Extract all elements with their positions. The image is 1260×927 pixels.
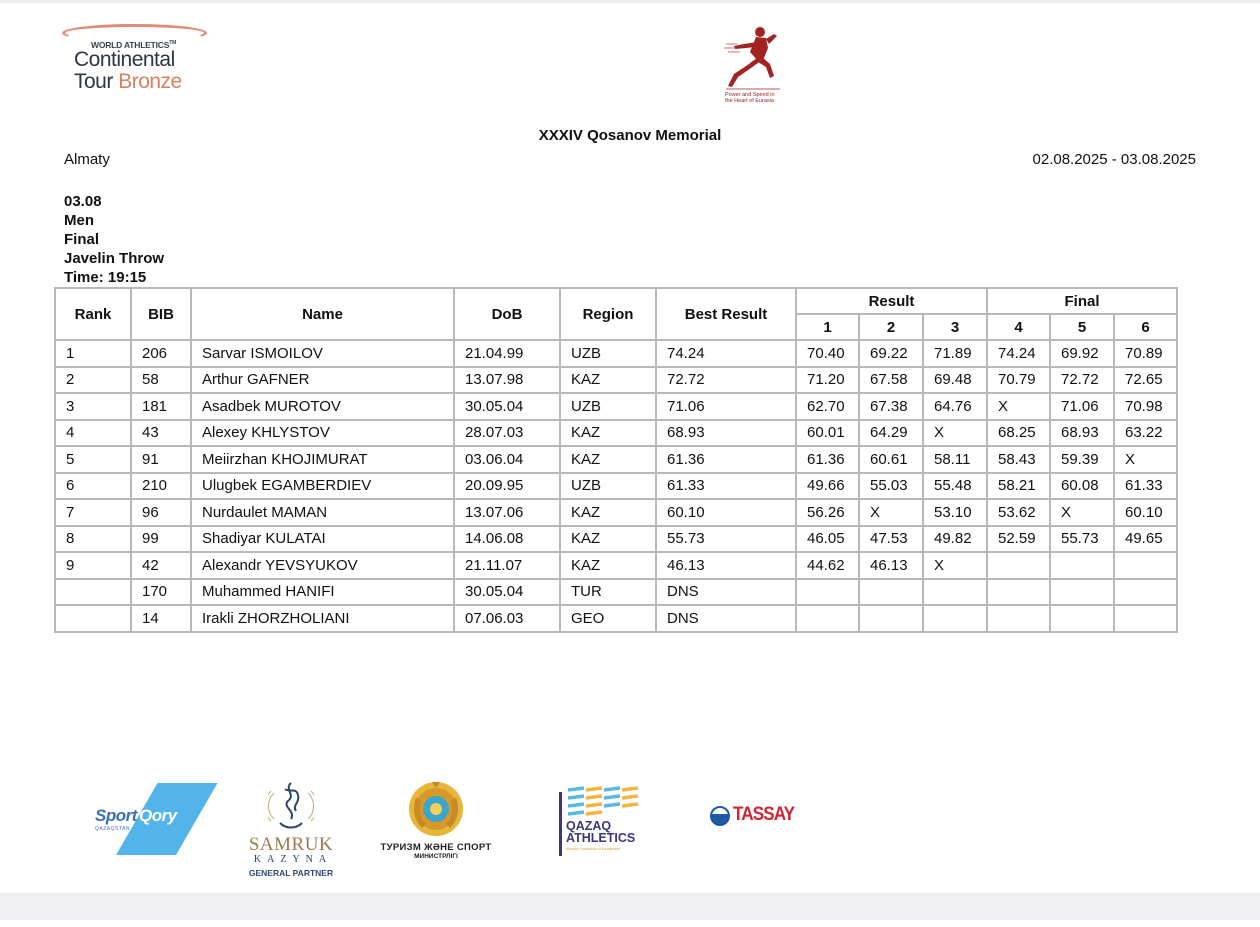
dob-cell: 30.05.04 (454, 393, 560, 420)
bib-cell: 206 (131, 340, 191, 367)
athlete-name-cell: Alexey KHLYSTOV (191, 420, 454, 447)
athlete-name-cell: Shadiyar KULATAI (191, 526, 454, 553)
attempt-2-cell: 67.38 (859, 393, 923, 420)
city: Almaty (64, 151, 110, 168)
athlete-name-cell: Ulugbek EGAMBERDIEV (191, 473, 454, 500)
attempt-5-cell: X (1050, 499, 1114, 526)
attempt-6-cell: 49.65 (1114, 526, 1177, 553)
athlete-name-cell: Asadbek MUROTOV (191, 393, 454, 420)
top-strip (0, 0, 1260, 3)
attempt-2-cell: 46.13 (859, 552, 923, 579)
header-best-result: Best Result (656, 288, 796, 340)
attempt-4-cell: 53.62 (987, 499, 1050, 526)
qazaq-bar (559, 792, 562, 856)
table-row (55, 552, 1177, 579)
region-cell: UZB (560, 393, 656, 420)
header-region: Region (560, 288, 656, 340)
attempt-1-cell: 60.01 (796, 420, 859, 447)
logo-tm: TM (169, 40, 177, 47)
attempt-6-cell: 70.89 (1114, 340, 1177, 367)
attempt-1-cell (796, 605, 859, 632)
dob-cell: 14.06.08 (454, 526, 560, 553)
sportqory-word1: Sport (95, 806, 137, 825)
qazaq-line3: Athletics Federation of Kazakhstan (566, 847, 621, 851)
header-result-group: Result (796, 288, 987, 314)
rank-cell: 4 (55, 420, 131, 447)
dob-cell: 13.07.98 (454, 367, 560, 394)
attempt-1-cell: 46.05 (796, 526, 859, 553)
sportqory-logo (92, 783, 208, 855)
attempt-3-cell: X (923, 552, 987, 579)
attempt-4-cell: 58.43 (987, 446, 1050, 473)
athlete-name-cell: Nurdaulet MAMAN (191, 499, 454, 526)
attempt-3-cell: X (923, 420, 987, 447)
best-result-cell: 46.13 (656, 552, 796, 579)
athlete-name-cell: Meiirzhan KHOJIMURAT (191, 446, 454, 473)
attempt-2-cell (859, 579, 923, 606)
attempt-6-cell: 70.98 (1114, 393, 1177, 420)
bib-cell: 58 (131, 367, 191, 394)
best-result-cell: 55.73 (656, 526, 796, 553)
region-cell: UZB (560, 340, 656, 367)
attempt-5-cell (1050, 579, 1114, 606)
table-row (55, 340, 1177, 367)
event-discipline: Javelin Throw (64, 250, 165, 267)
region-cell: KAZ (560, 446, 656, 473)
kazakhstan-coat-of-arms-icon (408, 780, 464, 838)
athlete-name-cell: Arthur GAFNER (191, 367, 454, 394)
best-result-cell: 72.72 (656, 367, 796, 394)
attempt-4-cell (987, 605, 1050, 632)
attempt-2-cell: 69.22 (859, 340, 923, 367)
attempt-3-cell (923, 605, 987, 632)
header-attempt-6: 6 (1114, 314, 1177, 340)
bib-cell: 96 (131, 499, 191, 526)
logo-line2-bronze: Bronze (118, 70, 182, 93)
rank-cell: 5 (55, 446, 131, 473)
dob-cell: 13.07.06 (454, 499, 560, 526)
tassay-logo (708, 803, 803, 829)
attempt-5-cell: 60.08 (1050, 473, 1114, 500)
attempt-6-cell (1114, 605, 1177, 632)
results-body (55, 340, 1177, 632)
attempt-1-cell: 61.36 (796, 446, 859, 473)
runner-icon (724, 24, 782, 90)
table-row (55, 420, 1177, 447)
event-gender: Men (64, 212, 94, 229)
attempt-6-cell: 61.33 (1114, 473, 1177, 500)
best-result-cell: DNS (656, 579, 796, 606)
region-cell: GEO (560, 605, 656, 632)
dob-cell: 07.06.03 (454, 605, 560, 632)
header-attempt-3: 3 (923, 314, 987, 340)
attempt-4-cell: 58.21 (987, 473, 1050, 500)
bib-cell: 43 (131, 420, 191, 447)
best-result-cell: 60.10 (656, 499, 796, 526)
attempt-3-cell: 58.11 (923, 446, 987, 473)
attempt-1-cell: 70.40 (796, 340, 859, 367)
region-cell: KAZ (560, 499, 656, 526)
attempt-2-cell (859, 605, 923, 632)
attempt-5-cell: 69.92 (1050, 340, 1114, 367)
attempt-2-cell: 55.03 (859, 473, 923, 500)
attempt-5-cell: 59.39 (1050, 446, 1114, 473)
rank-cell: 7 (55, 499, 131, 526)
bib-cell: 14 (131, 605, 191, 632)
dob-cell: 21.04.99 (454, 340, 560, 367)
attempt-4-cell: 68.25 (987, 420, 1050, 447)
samruk-kazyna-logo (246, 779, 336, 881)
header-final-group: Final (987, 288, 1177, 314)
region-cell: KAZ (560, 420, 656, 447)
attempt-5-cell: 72.72 (1050, 367, 1114, 394)
qazaq-athletics-logo (556, 786, 646, 860)
header-bib: BIB (131, 288, 191, 340)
sportqory-sub: QAZAQSTAN (95, 826, 130, 832)
bottom-strip (0, 893, 1260, 920)
attempt-2-cell: 60.61 (859, 446, 923, 473)
bib-cell: 181 (131, 393, 191, 420)
attempt-4-cell (987, 579, 1050, 606)
rank-cell: 8 (55, 526, 131, 553)
rank-cell: 2 (55, 367, 131, 394)
attempt-1-cell: 62.70 (796, 393, 859, 420)
samruk-partner: GENERAL PARTNER (248, 868, 334, 878)
header-dob: DoB (454, 288, 560, 340)
attempt-5-cell: 55.73 (1050, 526, 1114, 553)
samruk-emblem-icon (268, 779, 314, 835)
best-result-cell: 61.36 (656, 446, 796, 473)
attempt-6-cell: 63.22 (1114, 420, 1177, 447)
attempt-4-cell: 74.24 (987, 340, 1050, 367)
attempt-3-cell: 55.48 (923, 473, 987, 500)
ministry-line1: ТУРИЗМ ЖӘНЕ СПОРТ (380, 842, 492, 853)
region-cell: TUR (560, 579, 656, 606)
table-row (55, 499, 1177, 526)
best-result-cell: 61.33 (656, 473, 796, 500)
event-time: Time: 19:15 (64, 269, 147, 286)
attempt-1-cell: 49.66 (796, 473, 859, 500)
qazaq-stripes-icon (568, 786, 642, 818)
event-date: 03.08 (64, 193, 102, 210)
attempt-4-cell: X (987, 393, 1050, 420)
runner-tagline-2: the Heart of Eurasia (725, 98, 774, 104)
competition-title: XXXIV Qosanov Memorial (538, 127, 722, 144)
header-attempt-5: 5 (1050, 314, 1114, 340)
attempt-5-cell: 68.93 (1050, 420, 1114, 447)
ministry-line2: МИНИСТРЛІГІ (414, 853, 458, 860)
best-result-cell: 68.93 (656, 420, 796, 447)
bib-cell: 42 (131, 552, 191, 579)
rank-cell: 6 (55, 473, 131, 500)
attempt-2-cell: 47.53 (859, 526, 923, 553)
attempt-1-cell: 44.62 (796, 552, 859, 579)
table-row (55, 526, 1177, 553)
rank-cell (55, 605, 131, 632)
sportqory-word2: Qory (139, 806, 177, 825)
dob-cell: 20.09.95 (454, 473, 560, 500)
table-row (55, 393, 1177, 420)
attempt-5-cell (1050, 552, 1114, 579)
logo-line2-tour: Tour (74, 70, 113, 93)
event-info (64, 192, 164, 287)
attempt-1-cell: 71.20 (796, 367, 859, 394)
header-attempt-4: 4 (987, 314, 1050, 340)
logo-line1: Continental (74, 48, 175, 71)
athlete-name-cell: Irakli ZHORZHOLIANI (191, 605, 454, 632)
bib-cell: 99 (131, 526, 191, 553)
attempt-3-cell: 71.89 (923, 340, 987, 367)
attempt-4-cell (987, 552, 1050, 579)
dob-cell: 28.07.03 (454, 420, 560, 447)
samruk-name: SAMRUK (248, 834, 334, 855)
table-row (55, 446, 1177, 473)
attempt-4-cell: 70.79 (987, 367, 1050, 394)
rank-cell: 3 (55, 393, 131, 420)
header-attempt-1: 1 (796, 314, 859, 340)
attempt-1-cell (796, 579, 859, 606)
athlete-name-cell: Muhammed HANIFI (191, 579, 454, 606)
attempt-3-cell: 69.48 (923, 367, 987, 394)
qazaq-line2: ATHLETICS (566, 831, 636, 845)
dob-cell: 21.11.07 (454, 552, 560, 579)
rank-cell: 1 (55, 340, 131, 367)
attempt-6-cell (1114, 552, 1177, 579)
results-table (54, 287, 1178, 633)
region-cell: KAZ (560, 552, 656, 579)
event-round: Final (64, 231, 100, 248)
region-cell: KAZ (560, 526, 656, 553)
memorial-runner-logo (722, 24, 784, 108)
best-result-cell: DNS (656, 605, 796, 632)
bib-cell: 170 (131, 579, 191, 606)
athlete-name-cell: Sarvar ISMOILOV (191, 340, 454, 367)
attempt-2-cell: 64.29 (859, 420, 923, 447)
attempt-6-cell: 60.10 (1114, 499, 1177, 526)
table-row (55, 579, 1177, 606)
table-row (55, 367, 1177, 394)
attempt-6-cell (1114, 579, 1177, 606)
attempt-6-cell: 72.65 (1114, 367, 1177, 394)
attempt-2-cell: 67.58 (859, 367, 923, 394)
rank-cell (55, 579, 131, 606)
athlete-name-cell: Alexandr YEVSYUKOV (191, 552, 454, 579)
dob-cell: 30.05.04 (454, 579, 560, 606)
attempt-3-cell: 64.76 (923, 393, 987, 420)
attempt-5-cell (1050, 605, 1114, 632)
ministry-tourism-sport-logo (372, 780, 500, 862)
attempt-1-cell: 56.26 (796, 499, 859, 526)
attempt-2-cell: X (859, 499, 923, 526)
bib-cell: 210 (131, 473, 191, 500)
samruk-kazyna: KAZYNA (253, 854, 333, 865)
tassay-drop-icon (710, 806, 730, 826)
region-cell: UZB (560, 473, 656, 500)
attempt-6-cell: X (1114, 446, 1177, 473)
region-cell: KAZ (560, 367, 656, 394)
bib-cell: 91 (131, 446, 191, 473)
header-name: Name (191, 288, 454, 340)
table-row (55, 473, 1177, 500)
header-attempt-2: 2 (859, 314, 923, 340)
qazaq-line1: QAZAQ (566, 819, 612, 833)
attempt-3-cell: 53.10 (923, 499, 987, 526)
table-row (55, 605, 1177, 632)
best-result-cell: 74.24 (656, 340, 796, 367)
runner-tagline-1: Power and Speed in (725, 92, 775, 98)
logo-small-text: WORLD ATHLETICS (91, 40, 170, 50)
attempt-5-cell: 71.06 (1050, 393, 1114, 420)
attempt-3-cell (923, 579, 987, 606)
header-rank: Rank (55, 288, 131, 340)
best-result-cell: 71.06 (656, 393, 796, 420)
dob-cell: 03.06.04 (454, 446, 560, 473)
tassay-name: TASSAY (733, 804, 795, 825)
rank-cell: 9 (55, 552, 131, 579)
world-athletics-continental-tour-logo (62, 22, 210, 94)
competition-dates: 02.08.2025 - 03.08.2025 (1032, 151, 1196, 168)
attempt-4-cell: 52.59 (987, 526, 1050, 553)
attempt-3-cell: 49.82 (923, 526, 987, 553)
